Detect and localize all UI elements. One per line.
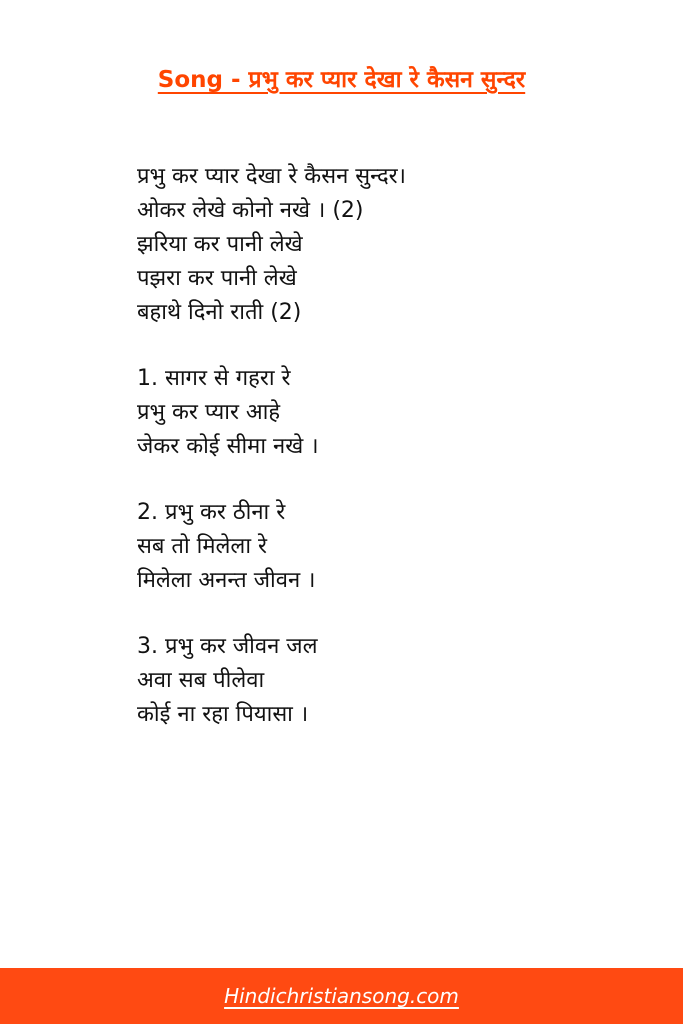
lyric-line: कोई ना रहा पियासा ।: [137, 702, 309, 727]
lyric-line: अवा सब पीलेवा: [137, 668, 265, 693]
verse-1-stanza: [137, 362, 657, 464]
lyric-line: 2. प्रभु कर ठीना रे: [137, 500, 286, 525]
site-link[interactable]: Hindichristiansong.com: [224, 984, 459, 1008]
lyric-line: प्रभु कर प्यार देखा रे कैसन सुन्दर।: [137, 164, 406, 189]
lyric-line: झरिया कर पानी लेखे: [137, 232, 303, 257]
chorus-stanza: [137, 160, 657, 330]
lyric-line: पझरा कर पानी लेखे: [137, 266, 297, 291]
lyric-line: जेकर कोई सीमा नखे ।: [137, 434, 319, 459]
verse-3-stanza: [137, 630, 657, 732]
lyric-line: 3. प्रभु कर जीवन जल: [137, 634, 318, 659]
footer-bar: [0, 968, 683, 1024]
lyric-line: सब तो मिलेला रे: [137, 534, 268, 559]
lyric-line: प्रभु कर प्यार आहे: [137, 400, 281, 425]
verse-2-stanza: [137, 496, 657, 598]
lyric-line: ओकर लेखे कोनो नखे । (2): [137, 198, 364, 223]
lyric-line: बहाथे दिनो राती (2): [137, 300, 302, 325]
lyric-line: 1. सागर से गहरा रे: [137, 366, 291, 391]
lyric-line: मिलेला अनन्त जीवन ।: [137, 568, 316, 593]
song-title: Song - प्रभु कर प्यार देखा रे कैसन सुन्दर: [157, 67, 526, 93]
lyrics-body: [137, 160, 657, 764]
